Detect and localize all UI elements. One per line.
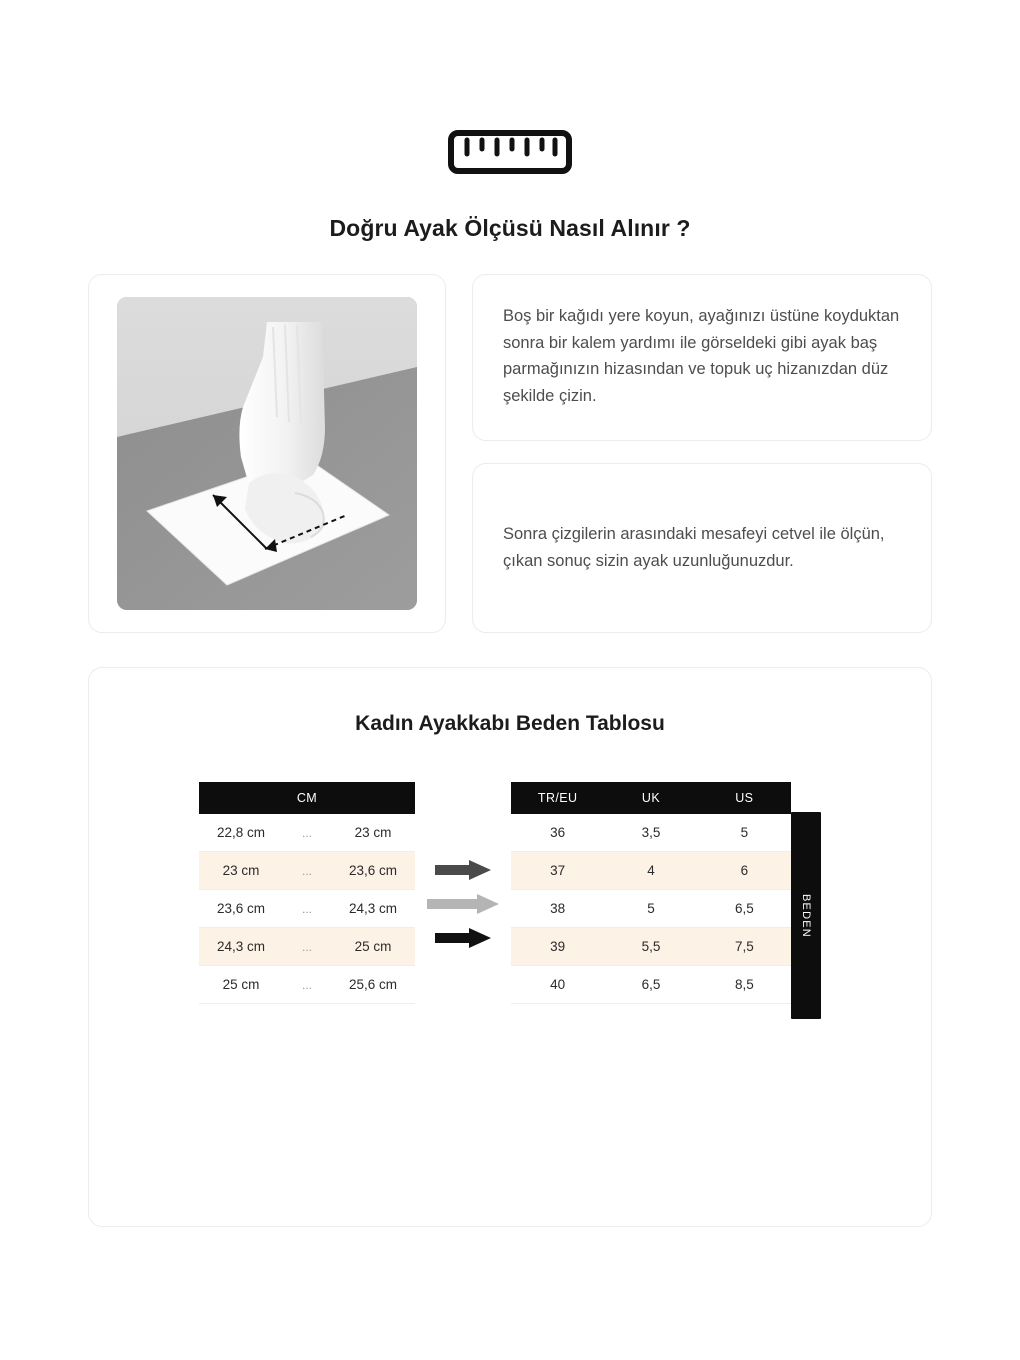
cm-from: 25 cm — [199, 966, 283, 1004]
size-header-us: US — [698, 782, 791, 814]
cm-from: 23,6 cm — [199, 890, 283, 928]
size-eu: 39 — [511, 928, 604, 966]
size-table-header-row — [511, 782, 791, 814]
size-header-eu: TR/EU — [511, 782, 604, 814]
instruction-text-2: Sonra çizgilerin arasındaki mesafeyi cetvel ile ölçün, çıkan sonuç sizin ayak uzunluğunuzdur. — [503, 525, 885, 570]
size-eu: 37 — [511, 852, 604, 890]
table-row — [511, 928, 791, 966]
arrow-right-icon-2 — [427, 894, 499, 919]
cm-table-header-row — [199, 782, 415, 814]
table-row — [199, 814, 415, 852]
cm-dots: ... — [283, 890, 331, 928]
cm-to: 25,6 cm — [331, 966, 415, 1004]
cm-to: 25 cm — [331, 928, 415, 966]
size-uk: 3,5 — [604, 814, 697, 852]
size-eu: 38 — [511, 890, 604, 928]
size-header-uk: UK — [604, 782, 697, 814]
size-us: 5 — [698, 814, 791, 852]
size-uk: 4 — [604, 852, 697, 890]
instruction-card-2 — [472, 463, 932, 633]
cm-from: 22,8 cm — [199, 814, 283, 852]
foot-measure-photo — [117, 297, 417, 610]
size-us: 6,5 — [698, 890, 791, 928]
tables-wrapper — [89, 782, 931, 1019]
table-row — [511, 966, 791, 1004]
beden-side-label — [791, 812, 821, 1019]
cm-to: 24,3 cm — [331, 890, 415, 928]
size-table-section — [88, 667, 932, 1227]
table-row — [511, 890, 791, 928]
cm-from: 23 cm — [199, 852, 283, 890]
table-row — [511, 814, 791, 852]
cm-dots: ... — [283, 814, 331, 852]
size-uk: 6,5 — [604, 966, 697, 1004]
cm-header: CM — [199, 782, 415, 814]
size-eu: 40 — [511, 966, 604, 1004]
table-row — [199, 966, 415, 1004]
size-conversion-table — [511, 782, 791, 1004]
beden-label-text: BEDEN — [800, 893, 812, 938]
size-eu: 36 — [511, 814, 604, 852]
arrows-group — [415, 782, 511, 953]
size-table-title: Kadın Ayakkabı Beden Tablosu — [355, 712, 665, 735]
instruction-text-1: Boş bir kağıdı yere koyun, ayağınızı üstüne koyduktan sonra bir kalem yardımı ile görseldeki gibi ayak baş parmağınızın hizasından ve topuk uç hizanızdan düz şekilde çizin. — [503, 307, 900, 406]
size-uk: 5 — [604, 890, 697, 928]
table-row — [199, 928, 415, 966]
table-row — [199, 852, 415, 890]
cm-dots: ... — [283, 852, 331, 890]
cm-table — [199, 782, 415, 1004]
cm-to: 23,6 cm — [331, 852, 415, 890]
page-title: Doğru Ayak Ölçüsü Nasıl Alınır ? — [329, 215, 691, 241]
ruler-icon — [448, 130, 572, 179]
page-header — [0, 0, 1020, 242]
cm-dots: ... — [283, 928, 331, 966]
photo-card — [88, 274, 446, 633]
table-row — [199, 890, 415, 928]
instruction-card-1 — [472, 274, 932, 441]
size-us: 7,5 — [698, 928, 791, 966]
table-row — [511, 852, 791, 890]
instructions-column — [472, 274, 932, 633]
size-us: 6 — [698, 852, 791, 890]
instructions-section — [0, 242, 1020, 633]
cm-from: 24,3 cm — [199, 928, 283, 966]
cm-dots: ... — [283, 966, 331, 1004]
arrow-right-icon-3 — [435, 928, 491, 953]
size-us: 8,5 — [698, 966, 791, 1004]
cm-to: 23 cm — [331, 814, 415, 852]
arrow-right-icon-1 — [435, 860, 491, 885]
size-uk: 5,5 — [604, 928, 697, 966]
